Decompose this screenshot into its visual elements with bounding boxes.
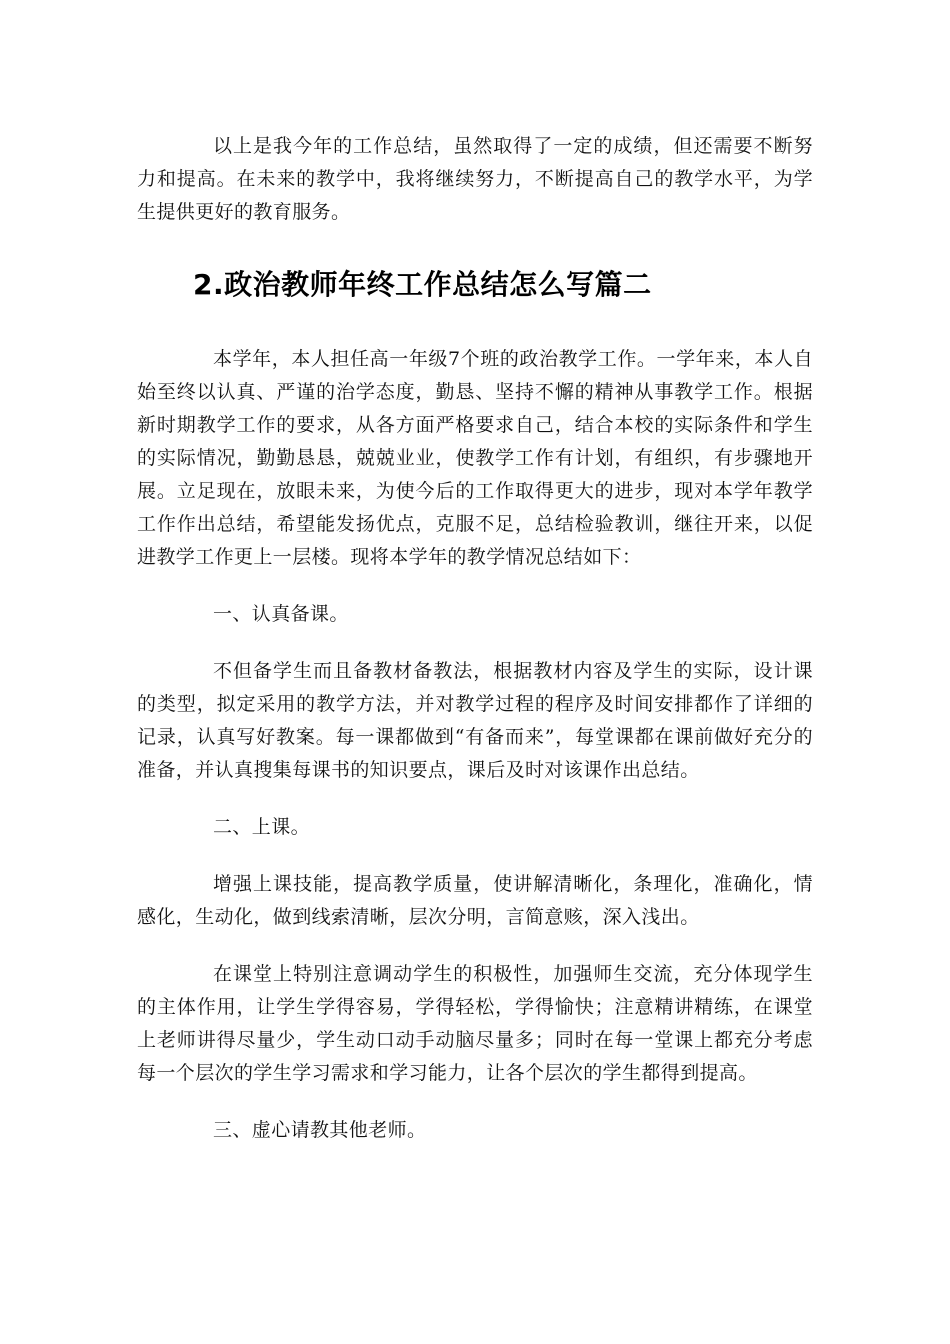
body-paragraph-intro: 本学年，本人担任高一年级7个班的政治教学工作。一学年来，本人自始至终以认真、严谨的治学态度，勤恳、坚持不懈的精神从事教学工作。根据新时期教学工作的要求，从各方面严格要求自己，结合本校的实际条件和学生的实际情况，勤勤恳恳，兢兢业业，使教学工作有计划，有组织，有步骤地开展。立足现在，放眼未来，为使今后的工作取得更大的进步，现对本学年教学工作作出总结，希望能发扬优点，克服不足，总结检验教训，继往开来，以促进教学工作更上一层楼。现将本学年的教学情况总结如下： bbox=[137, 348, 813, 568]
subheading-class: 二、上课。 bbox=[213, 816, 311, 838]
subheading-preparation: 一、认真备课。 bbox=[213, 603, 349, 625]
document-body bbox=[137, 130, 813, 1147]
subheading-consult-teachers: 三、虚心请教其他老师。 bbox=[213, 1119, 427, 1141]
intro-paragraph: 以上是我今年的工作总结，虽然取得了一定的成绩，但还需要不断努力和提高。在未来的教学中，我将继续努力，不断提高自己的教学水平，为学生提供更好的教育服务。 bbox=[137, 135, 813, 223]
body-paragraph-class-skills: 增强上课技能，提高教学质量，使讲解清晰化，条理化，准确化，情感化，生动化，做到线索清晰，层次分明，言简意赅，深入浅出。 bbox=[137, 873, 813, 928]
body-paragraph-preparation: 不但备学生而且备教材备教法，根据教材内容及学生的实际，设计课的类型，拟定采用的教学方法，并对教学过程的程序及时间安排都作了详细的记录，认真写好教案。每一课都做到“有备而来”，每堂课都在课前做好充分的准备，并认真搜集每课书的知识要点，课后及时对该课作出总结。 bbox=[137, 660, 813, 781]
body-paragraph-class-engagement: 在课堂上特别注意调动学生的积极性，加强师生交流，充分体现学生的主体作用，让学生学得容易，学得轻松，学得愉快；注意精讲精练，在课堂上老师讲得尽量少，学生动口动手动脑尽量多；同时在每一堂课上都充分考虑每一个层次的学生学习需求和学习能力，让各个层次的学生都得到提高。 bbox=[137, 963, 813, 1084]
section-heading: 2.政治教师年终工作总结怎么写篇二 bbox=[193, 268, 652, 301]
